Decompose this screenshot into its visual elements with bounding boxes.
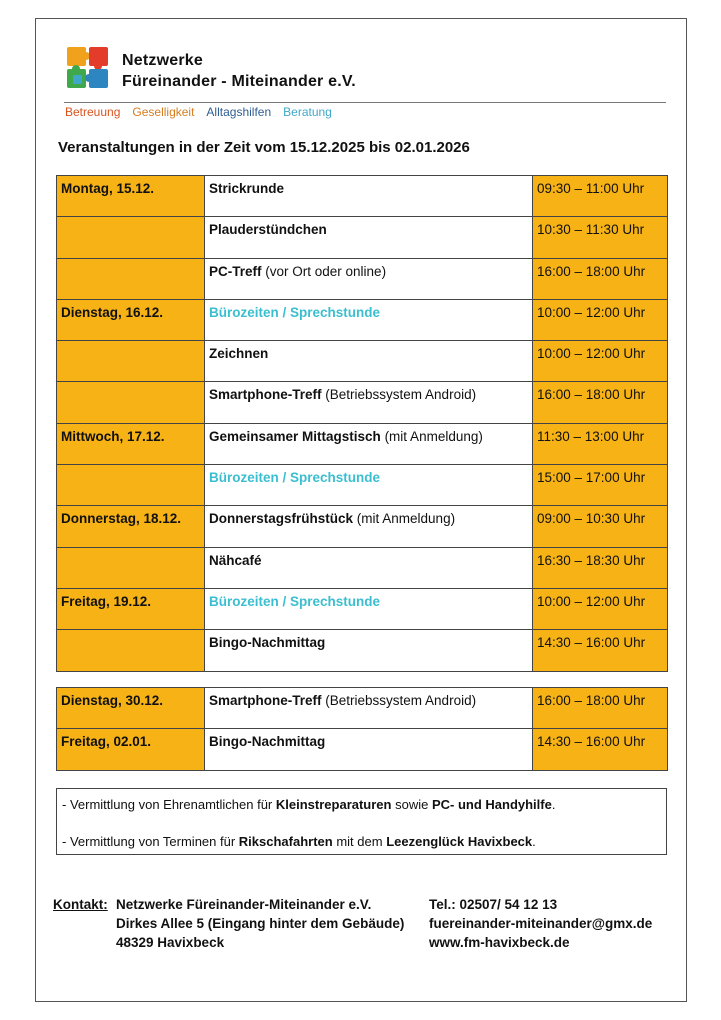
event-description	[205, 382, 533, 423]
event-row	[57, 729, 668, 770]
event-row	[57, 299, 668, 340]
contact-city: 48329 Havixbeck	[116, 935, 225, 950]
event-extra: (Betriebssystem Android)	[321, 693, 477, 708]
event-title: Bürozeiten / Sprechstunde	[209, 304, 381, 320]
event-time: 16:00 – 18:00 Uhr	[533, 688, 668, 729]
event-description	[205, 341, 533, 382]
contact-address	[116, 895, 426, 952]
event-title: Nähcafé	[209, 552, 262, 568]
event-time: 10:00 – 12:00 Uhr	[533, 588, 668, 629]
tag-geselligkeit: Geselligkeit	[132, 105, 195, 119]
event-row	[57, 465, 668, 506]
contact-label: Kontakt:	[53, 897, 108, 912]
services-note-box	[56, 788, 667, 855]
event-day	[57, 217, 205, 258]
event-title: Smartphone-Treff	[209, 387, 322, 403]
event-description	[205, 630, 533, 671]
event-title: Donnerstagsfrühstück	[209, 511, 354, 527]
event-description	[205, 258, 533, 299]
event-row	[57, 341, 668, 382]
event-description	[205, 299, 533, 340]
tag-alltagshilfen: Alltagshilfen	[206, 105, 272, 119]
event-time: 16:00 – 18:00 Uhr	[533, 382, 668, 423]
note-line-repairs: - Vermittlung von Ehrenamtlichen für Kleinstreparaturen sowie PC- und Handyhilfe.	[62, 797, 556, 812]
event-title: Plauderstündchen	[209, 222, 327, 238]
event-description	[205, 176, 533, 217]
event-title: Zeichnen	[209, 346, 269, 362]
event-day: Mittwoch, 17.12.	[57, 423, 205, 464]
events-table-holidays	[56, 687, 668, 771]
event-day	[57, 465, 205, 506]
event-title: Bürozeiten / Sprechstunde	[209, 470, 381, 486]
event-description	[205, 729, 533, 770]
event-title: Bürozeiten / Sprechstunde	[209, 593, 381, 609]
contact-street: Dirkes Allee 5 (Eingang hinter dem Gebäude)	[116, 916, 405, 931]
event-time: 10:00 – 12:00 Uhr	[533, 341, 668, 382]
flyer-page	[35, 18, 687, 1002]
contact-name: Netzwerke Füreinander-Miteinander e.V.	[116, 897, 372, 912]
event-extra: (Betriebssystem Android)	[321, 387, 477, 403]
event-time: 11:30 – 13:00 Uhr	[533, 423, 668, 464]
organization-name	[122, 50, 356, 92]
puzzle-logo-icon	[65, 45, 111, 91]
event-description	[205, 688, 533, 729]
event-title: Smartphone-Treff	[209, 693, 322, 708]
event-time: 14:30 – 16:00 Uhr	[533, 729, 668, 770]
event-time: 14:30 – 16:00 Uhr	[533, 630, 668, 671]
event-title: Bingo-Nachmittag	[209, 734, 326, 750]
events-table-december	[56, 175, 668, 672]
event-day: Freitag, 02.01.	[57, 729, 205, 770]
event-day	[57, 547, 205, 588]
org-name-line1: Netzwerke	[122, 52, 203, 69]
event-row	[57, 176, 668, 217]
event-title: PC-Treff	[209, 263, 262, 279]
service-tags	[65, 105, 332, 119]
contact-phone: Tel.: 02507/ 54 12 13	[429, 897, 558, 912]
event-day: Dienstag, 30.12.	[57, 688, 205, 729]
event-description	[205, 423, 533, 464]
contact-channels	[429, 895, 689, 952]
event-time: 09:30 – 11:00 Uhr	[533, 176, 668, 217]
event-title: Gemeinsamer Mittagstisch	[209, 428, 381, 444]
event-day: Freitag, 19.12.	[57, 588, 205, 629]
header-divider	[64, 102, 666, 103]
event-row	[57, 423, 668, 464]
event-description	[205, 588, 533, 629]
event-description	[205, 465, 533, 506]
event-description	[205, 217, 533, 258]
event-title: Bingo-Nachmittag	[209, 635, 326, 651]
event-time: 15:00 – 17:00 Uhr	[533, 465, 668, 506]
note-line-rickshaw: - Vermittlung von Terminen für Rikschafahrten mit dem Leezenglück Havixbeck.	[62, 834, 536, 849]
event-row	[57, 547, 668, 588]
page-title: Veranstaltungen in der Zeit vom 15.12.2025 bis 02.01.2026	[58, 139, 470, 156]
event-extra: (mit Anmeldung)	[353, 511, 456, 527]
event-row	[57, 217, 668, 258]
event-extra: (vor Ort oder online)	[261, 263, 387, 279]
event-day: Montag, 15.12.	[57, 176, 205, 217]
event-row	[57, 688, 668, 729]
org-name-line2: Füreinander - Miteinander e.V.	[122, 73, 356, 90]
event-extra: (mit Anmeldung)	[380, 428, 483, 444]
event-day: Donnerstag, 18.12.	[57, 506, 205, 547]
event-row	[57, 506, 668, 547]
event-day	[57, 382, 205, 423]
event-description	[205, 506, 533, 547]
contact-website[interactable]: www.fm-havixbeck.de	[429, 935, 570, 950]
event-time: 16:30 – 18:30 Uhr	[533, 547, 668, 588]
event-day	[57, 258, 205, 299]
event-title: Strickrunde	[209, 181, 285, 196]
event-time: 10:30 – 11:30 Uhr	[533, 217, 668, 258]
event-description	[205, 547, 533, 588]
event-day	[57, 341, 205, 382]
event-row	[57, 588, 668, 629]
event-day: Dienstag, 16.12.	[57, 299, 205, 340]
event-row	[57, 630, 668, 671]
event-day	[57, 630, 205, 671]
event-time: 09:00 – 10:30 Uhr	[533, 506, 668, 547]
event-time: 10:00 – 12:00 Uhr	[533, 299, 668, 340]
event-time: 16:00 – 18:00 Uhr	[533, 258, 668, 299]
tag-betreuung: Betreuung	[65, 105, 121, 119]
event-row	[57, 382, 668, 423]
tag-beratung: Beratung	[283, 105, 332, 119]
contact-email[interactable]: fuereinander-miteinander@gmx.de	[429, 916, 653, 931]
event-row	[57, 258, 668, 299]
